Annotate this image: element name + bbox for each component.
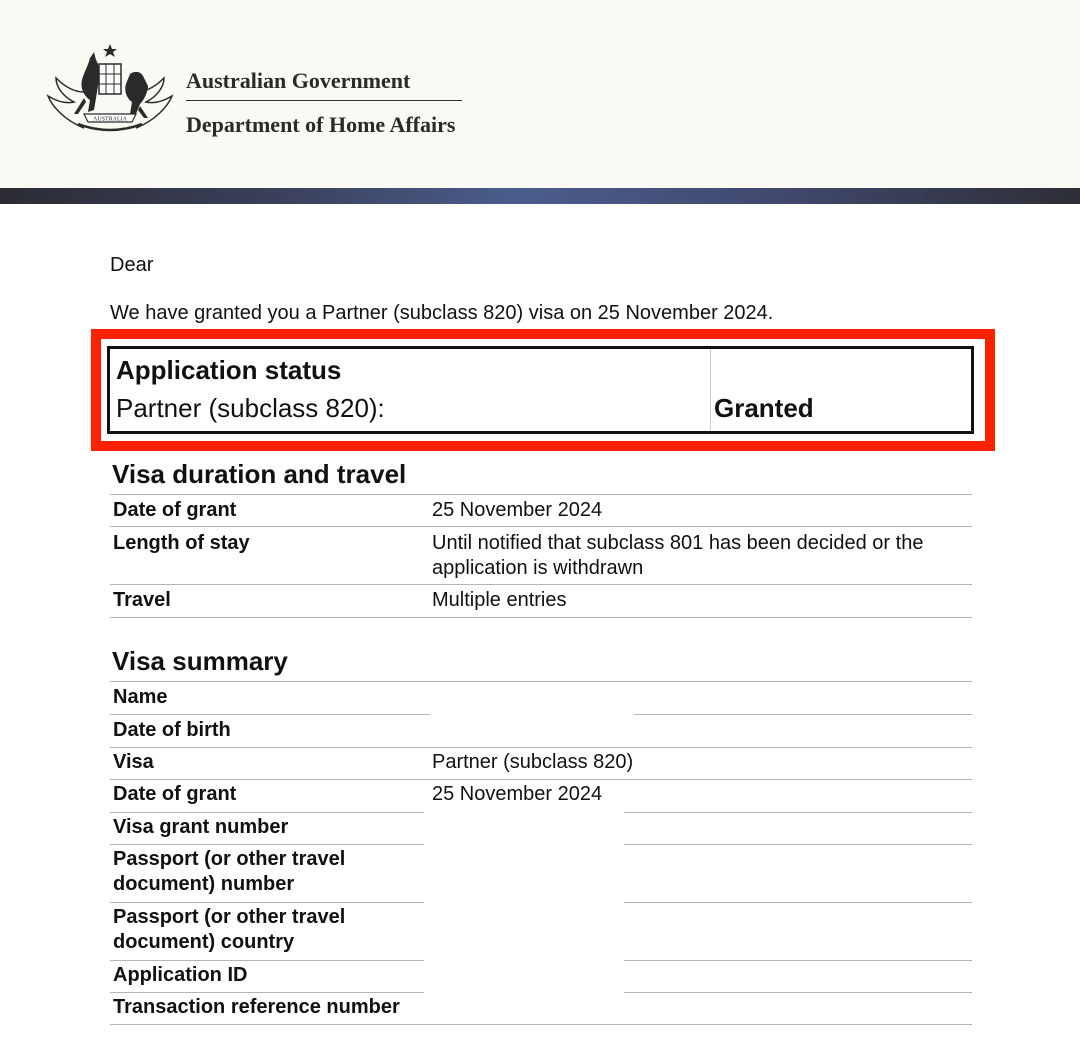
letterhead — [0, 0, 1080, 188]
table-rule — [624, 902, 972, 903]
summary-row-label: Visa grant number — [113, 816, 289, 838]
duration-row-label: Length of stay — [113, 532, 250, 554]
summary-row-label-line1: Passport (or other travel — [113, 906, 346, 928]
table-rule — [624, 960, 972, 961]
intro-paragraph: We have granted you a Partner (subclass 820) visa on 25 November 2024. — [110, 302, 774, 324]
table-rule — [110, 812, 424, 813]
duration-row-label: Date of grant — [113, 499, 237, 521]
table-rule — [110, 960, 424, 961]
duration-row-value: 25 November 2024 — [432, 499, 603, 521]
summary-row-label: Application ID — [113, 964, 248, 986]
salutation: Dear — [110, 254, 154, 276]
summary-row-value: 25 November 2024 — [432, 783, 603, 805]
table-rule — [624, 812, 972, 813]
table-rule — [110, 1024, 972, 1025]
crest-motto: AUSTRALIA — [93, 116, 127, 123]
summary-row-label: Date of grant — [113, 783, 237, 805]
header-divider — [186, 100, 462, 101]
summary-row-label: Visa — [113, 751, 154, 773]
table-rule — [110, 584, 972, 585]
table-rule — [110, 617, 972, 618]
table-rule — [110, 902, 424, 903]
header-band — [0, 188, 1080, 204]
government-name: Australian Government — [186, 68, 411, 93]
table-rule — [110, 844, 424, 845]
duration-row-label: Travel — [113, 589, 171, 611]
table-rule — [634, 714, 972, 715]
status-column-divider — [710, 349, 711, 431]
table-rule — [110, 714, 430, 715]
duration-row-value-line2: application is withdrawn — [432, 557, 644, 579]
duration-section-title: Visa duration and travel — [112, 459, 407, 489]
status-title: Application status — [116, 355, 342, 385]
summary-row-label: Date of birth — [113, 719, 231, 741]
department-name: Department of Home Affairs — [186, 112, 456, 137]
summary-row-label-line2: document) number — [113, 873, 295, 895]
status-value: Granted — [714, 393, 814, 423]
summary-section-title: Visa summary — [112, 646, 288, 676]
application-status-table — [107, 346, 974, 434]
table-rule — [110, 526, 972, 527]
table-rule — [624, 844, 972, 845]
coat-of-arms-icon — [44, 40, 176, 136]
duration-row-value: Multiple entries — [432, 589, 567, 611]
summary-row-label-line2: document) country — [113, 931, 295, 953]
table-rule — [110, 992, 424, 993]
summary-row-label: Transaction reference number — [113, 996, 400, 1018]
summary-row-label-line1: Passport (or other travel — [113, 848, 346, 870]
summary-row-value: Partner (subclass 820) — [432, 751, 634, 773]
table-rule — [110, 494, 972, 495]
duration-row-value-line1: Until notified that subclass 801 has been decided or the — [432, 532, 924, 554]
table-rule — [624, 992, 972, 993]
summary-row-label: Name — [113, 686, 168, 708]
table-rule — [110, 747, 972, 748]
table-rule — [110, 779, 972, 780]
status-label: Partner (subclass 820): — [116, 393, 385, 423]
table-rule — [110, 681, 972, 682]
